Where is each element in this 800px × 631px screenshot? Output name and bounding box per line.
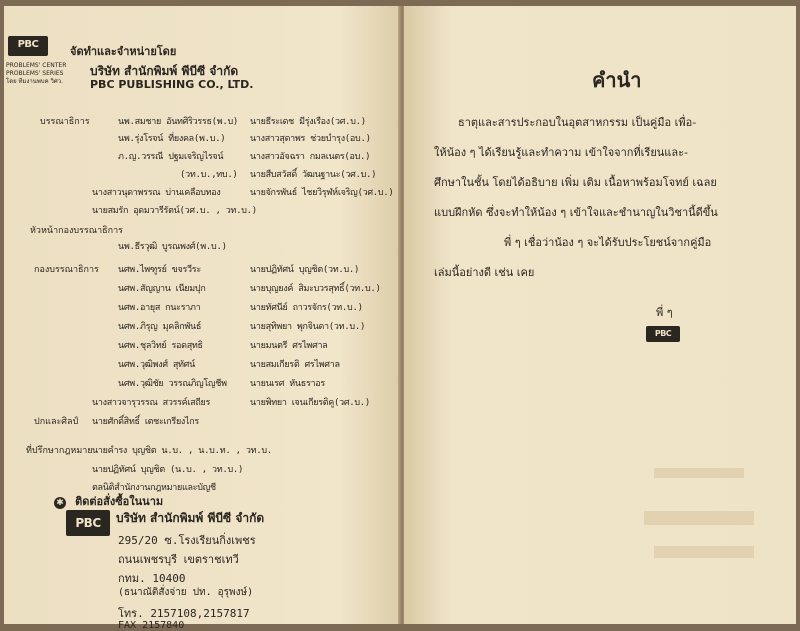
editor-left-6: นายสมรัก อุดมวารีรัตน์(วศ.บ. , วท.บ.)	[92, 206, 257, 216]
series-line-3: โดย ทีมงานพบค วิศว.	[6, 78, 63, 85]
board-left-3: นศพ.อายุส กนะราภา	[118, 303, 201, 313]
role-editorial-board: กองบรรณาธิการ	[34, 265, 99, 275]
series-line-1: PROBLEMS' CENTER	[6, 62, 67, 69]
phone-line: โทร. 2157108,2157817	[118, 607, 250, 620]
publisher-english: PBC PUBLISHING CO., LTD.	[90, 78, 254, 91]
board-right-8: นายพิทยา เจนเกียรติคู(วศ.บ.)	[250, 398, 371, 408]
publisher-thai: บริษัท สำนักพิมพ์ พีบีซี จำกัด	[90, 64, 239, 78]
show-through-1	[654, 468, 744, 478]
legal-advisor-2: นายปฏิทัศน์ บุญชิต (น.บ. , วท.บ.)	[92, 465, 244, 475]
pbc-logo-small: PBC	[8, 36, 48, 56]
preface-line-6: เล่มนี้อย่างดี เช่น เคย	[434, 266, 535, 279]
editor-right-2: นางสาวสุดาพร ช่วยบำรุง(อบ.)	[250, 134, 371, 144]
role-head-editor: หัวหน้ากองบรรณาธิการ	[30, 226, 123, 236]
board-left-6: นศพ.วุฒิพงศ์ สุทัศน์	[118, 360, 195, 370]
editor-left-3: ภ.ญ.วรรณี ปฐมเจริญไรจน์	[118, 152, 224, 162]
board-right-1: นายปฏิทัศน์ บุญชิต(วท.บ.)	[250, 265, 360, 275]
pbc-logo-order: PBC	[66, 510, 110, 536]
board-right-7: นายนเรศ หันธราอร	[250, 379, 325, 389]
left-page	[4, 6, 400, 631]
board-right-6: นายสมเกียรติ ศรไพศาล	[250, 360, 340, 370]
star-bullet-icon: ✱	[54, 497, 66, 509]
preface-line-4: แบบฝึกหัด ซึ่งจะทำให้น้อง ๆ เข้าใจและชำนาญในวิชานี้ดีขึ้น	[434, 206, 718, 219]
board-right-4: นายสุทิพยา พุกจินดา(วท.บ.)	[250, 322, 366, 332]
editor-left-2: นพ.รุ่งโรจน์ ที่ยงคล(พ.บ.)	[118, 134, 226, 144]
board-right-2: นายบุญยงค์ สิมะบวรสุทธิ์(วท.บ.)	[250, 284, 381, 294]
order-company-name: บริษัท สำนักพิมพ์ พีบีซี จำกัด	[116, 511, 265, 525]
board-left-8: นางสาวจารุวรรณ สวรรค์เสถียร	[92, 398, 211, 408]
fax-line: FAX 2157840	[118, 620, 185, 631]
editor-left-4: (วท.บ.,ทบ.)	[180, 170, 238, 180]
board-left-1: นศพ.ไพฑูรย์ ขจรวีระ	[118, 265, 201, 275]
address-line-4: (ธนาณัติสั่งจ่าย ปท. อุรุพงษ์)	[118, 587, 254, 598]
preface-line-3: ศึกษาในชั้น โดยได้อธิบาย เพิ่ม เติม เนื้อหาพร้อมโจทย์ เฉลย	[434, 176, 717, 189]
board-left-5: นศพ.ชุลวิทย์ รอดสุทธิ	[118, 341, 203, 351]
head-editor-name: นพ.ธีรวุฒิ บูรณพงศ์(พ.บ.)	[118, 242, 227, 252]
preface-line-5: พี่ ๆ เชื่อว่าน้อง ๆ จะได้รับประโยชน์จากคู่มือ	[504, 236, 712, 249]
show-through-2	[644, 511, 754, 525]
editor-right-3: นางสาวอัจฉรา กมลเนตร(อบ.)	[250, 152, 371, 162]
distributor-heading: จัดทำและจำหน่ายโดย	[70, 45, 177, 58]
editor-left-5: นางสาวนุดาพรรณ บ่านเคลือบทอง	[92, 188, 221, 198]
address-line-2: ถนนเพชรบุรี เขตราชเทวี	[118, 553, 239, 566]
show-through-3	[654, 546, 754, 558]
order-heading-row	[54, 490, 163, 510]
address-line-3: กทม. 10400	[118, 572, 186, 585]
order-heading: ติดต่อสั่งซื้อในนาม	[75, 495, 164, 508]
editor-left-1: นพ.สมชาย อันทศิริวรรธ(พ.บ)	[118, 117, 239, 127]
board-left-7: นศพ.วุฒิชัย วรรณภิญโญชีพ	[118, 379, 227, 389]
board-left-4: นศพ.ภิรุญ มุคลิกพันธ์	[118, 322, 202, 332]
board-right-5: นายมนตรี ศรไพศาล	[250, 341, 328, 351]
preface-signature: พี่ ๆ	[656, 306, 673, 319]
board-left-2: นศพ.สัญญาน เนียมปุก	[118, 284, 206, 294]
role-editor: บรรณาธิการ	[40, 117, 90, 127]
pbc-logo-signature: PBC	[646, 326, 680, 342]
legal-advisor-3: ตลนิติสำนักงานกฎหมายและบัญชี	[92, 483, 216, 493]
role-legal-advisor: ที่ปรึกษากฎหมาย	[26, 446, 93, 456]
editor-right-4: นายสืบสวัสดิ์ วัฒนฐานะ(วศ.บ.)	[250, 170, 377, 180]
legal-advisor-1: นายคำรง บุญชิต น.บ. , น.บ.ท. , วท.บ.	[92, 446, 272, 456]
series-line-2: PROBLEMS' SERIES	[6, 70, 64, 77]
preface-line-2: ให้น้อง ๆ ได้เรียนรู้และทำความ เข้าใจจากที่เรียนและ-	[434, 146, 689, 159]
cover-artist-name: นายศักดิ์สิทธิ์ เตชะเกรียงไกร	[92, 417, 199, 427]
address-line-1: 295/20 ซ.โรงเรียนกิ่งเพชร	[118, 534, 256, 547]
editor-right-5: นายจักรพันธ์ ไชยวิรุฬห์เจริญ(วศ.บ.)	[250, 188, 394, 198]
preface-line-1: ธาตุและสารประกอบในอุตสาหกรรม เป็นคู่มือ เพื่อ-	[458, 116, 697, 129]
preface-title: คำนำ	[592, 68, 642, 92]
editor-right-1: นายธีระเดช มีรุ่งเรือง(วศ.บ.)	[250, 117, 366, 127]
right-page	[404, 6, 796, 624]
board-right-3: นายทัศนีย์ ถาวรจักร(วท.บ.)	[250, 303, 363, 313]
role-cover-art: ปกและศิลป์	[34, 417, 79, 427]
